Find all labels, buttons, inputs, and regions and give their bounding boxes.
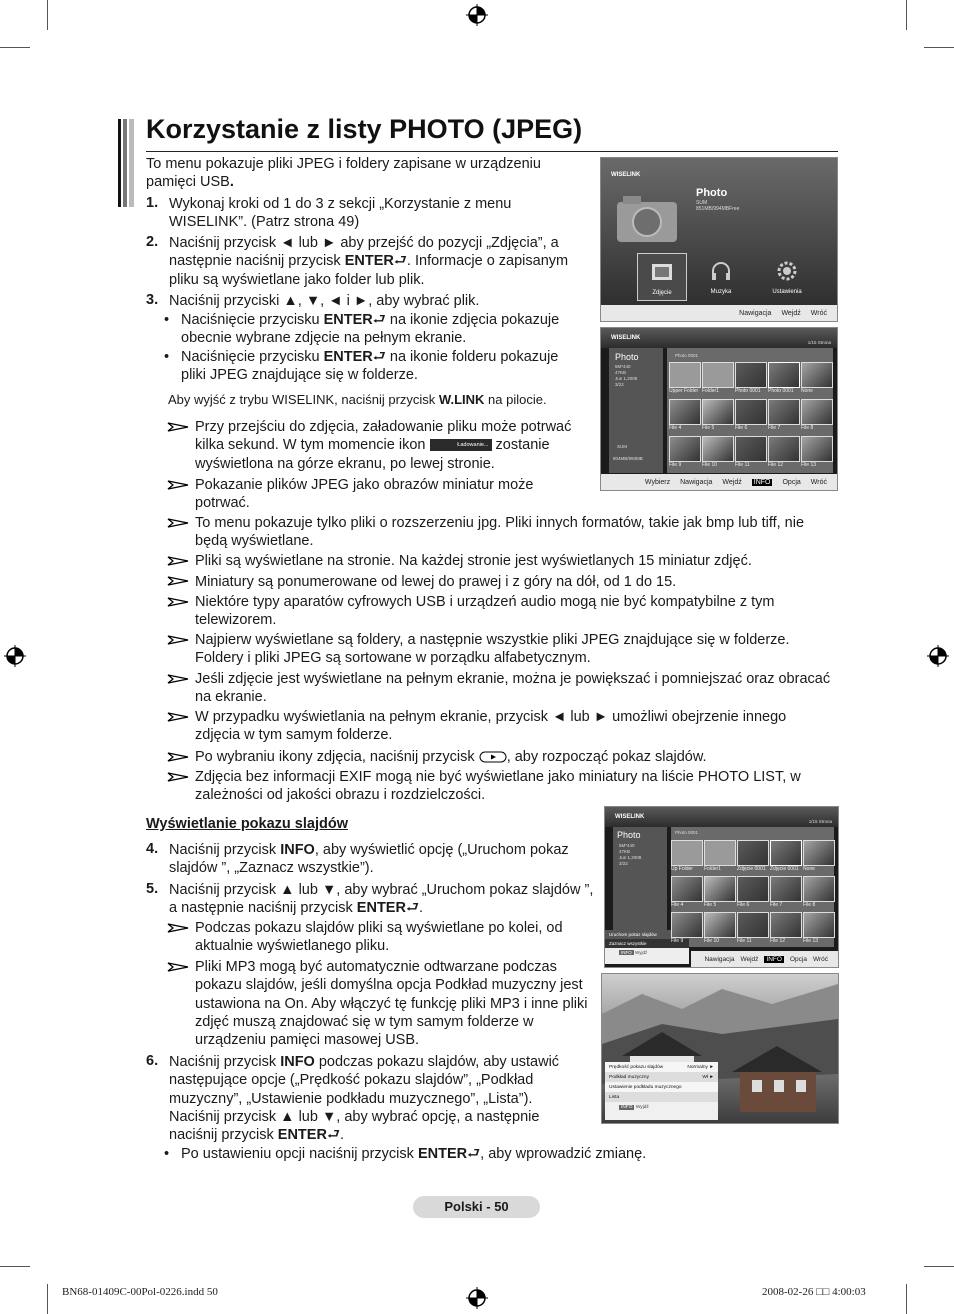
step-1-number: 1.	[146, 195, 159, 211]
crop-mark	[924, 1266, 954, 1267]
registration-mark-icon	[4, 645, 26, 667]
title-bar-decoration	[118, 119, 134, 207]
print-info-right: 2008-02-26 □□ 4:00:03	[762, 1286, 866, 1298]
step-1-text: Wykonaj kroki od 1 do 3 z sekcji „Korzystanie z menu WISELINK”. (Patrz strona 49)	[169, 196, 512, 231]
thumbnail-label: None	[801, 388, 813, 394]
step-6-text: Naciśnij przycisk INFO podczas pokazu slajdów, aby ustawić następujące opcje („Prędkość pokazu slajdów”, „Podkład muzyczny”, „Ustawienie podkładu muzycznego”, „Lista”). Naciśnij przycisk ▲ lub ▼, aby wybrać opcję, a następnie naciśnij przycisk ENTER⮐.	[169, 1054, 560, 1144]
thumbnail-tile[interactable]	[735, 362, 767, 388]
thumbnail-label: Folder1	[702, 388, 719, 394]
option-row[interactable]	[605, 1072, 718, 1082]
bullet: •	[164, 1146, 170, 1162]
thumbnail-tile[interactable]	[801, 362, 833, 388]
page-number-badge: Polski - 50	[413, 1196, 540, 1218]
bullet-3-text: Po ustawieniu opcji naciśnij przycisk ENTER⮐, aby wprowadzić zmianę.	[181, 1146, 647, 1162]
screen1-free: 851MB/994MBFree	[696, 206, 740, 212]
note-13: Pliki MP3 mogą być automatycznie odtwarzane podczas pokazu slajdów, jeśli domyślna opcja Podkład muzyczny jest ustawiona na On. Aby włączyć tę funkcję pliki MP3 i inne pliki zdjęć muszą znajdować się w tym samym folderze w urządzeniu pamięci masowej USB.	[195, 959, 588, 1049]
enter-icon: ⮐	[467, 1146, 481, 1162]
registration-mark-icon	[466, 4, 488, 26]
enter-icon: ⮐	[372, 349, 386, 365]
wiselink-logo: WISELINK	[615, 814, 645, 820]
thumbnail-tile[interactable]	[801, 436, 833, 462]
screen1-sum: SUM	[696, 200, 708, 206]
file-info: 5M*440 47KB Jun 1,2008 3/22	[619, 843, 642, 866]
camera-icon	[613, 188, 683, 248]
thumbnail-tile[interactable]	[702, 362, 734, 388]
thumbnail-tile[interactable]	[669, 436, 701, 462]
thumbnail-label: File 12	[770, 938, 786, 944]
thumbnail-tile[interactable]	[768, 436, 800, 462]
screen3-footer: Nawigacja Wejdź INFO Opcja Wróć	[691, 951, 838, 967]
menu-item-music[interactable]: Muzyka	[697, 253, 745, 299]
section-heading-slideshow: Wyświetlanie pokazu slajdów	[146, 816, 348, 832]
thumbnail-label: File 11	[737, 938, 752, 944]
thumbnail-label: None	[803, 866, 815, 872]
option-label: Ustawienie podkładu muzycznego	[609, 1084, 682, 1090]
menu-item-photo[interactable]: Zdjęcie	[637, 253, 687, 301]
thumbnail-label: Photo 0001	[735, 388, 761, 394]
thumbnail-label: File 6	[737, 902, 750, 908]
thumbnail-label: File 11	[735, 462, 750, 468]
note-5: Miniatury są ponumerowane od lewej do prawej i z góry na dół, od 1 do 15.	[195, 574, 677, 590]
thumbnail-label: File 4	[669, 425, 682, 431]
note-6: Niektóre typy aparatów cyfrowych USB i urządzeń audio mogą nie być kompatybilne z tym telewizorem.	[195, 594, 775, 629]
thumbnail-label: File 7	[768, 425, 781, 431]
thumbnail-tile[interactable]	[768, 399, 800, 425]
thumbnail-tile[interactable]	[801, 399, 833, 425]
headphones-icon	[709, 259, 733, 283]
thumbnail-label: Zdjęcie 0001	[737, 866, 766, 872]
thumbnail-label: File 7	[770, 902, 783, 908]
thumbnail-tile[interactable]	[702, 399, 734, 425]
note-arrow-icon	[167, 421, 189, 433]
option-label: Lista	[609, 1094, 620, 1100]
note-2: Pokazanie plików JPEG jako obrazów miniatur może potrwać.	[195, 477, 534, 512]
note-3: To menu pokazuje tylko pliki o rozszerzeniu jpg. Pliki innych formatów, takie jak bmp lub tiff, nie będą wyświetlane.	[195, 515, 805, 550]
enter-icon: ⮐	[326, 1127, 340, 1144]
thumbnail-label: File 9	[671, 938, 684, 944]
step-6-number: 6.	[146, 1053, 159, 1069]
crop-mark	[0, 1266, 30, 1267]
note-9: W przypadku wyświetlania na pełnym ekranie, przycisk ◄ lub ► umożliwi obejrzenie innego zdjęcia w tym samym folderze.	[195, 709, 787, 744]
thumbnail-tile[interactable]	[669, 399, 701, 425]
gear-icon	[775, 259, 799, 283]
wiselink-logo: WISELINK	[611, 335, 641, 341]
option-row[interactable]	[605, 1082, 718, 1092]
intro-text: To menu pokazuje pliki JPEG i foldery zapisane w urządzeniu pamięci USB.	[146, 156, 541, 191]
screen1-title: Photo	[696, 187, 728, 199]
note-7: Najpierw wyświetlane są foldery, a następnie wszystkie pliki JPEG znajdujące się w folderze. Foldery i pliki JPEG są sortowane w porządku alfabetycznym.	[195, 632, 790, 667]
step-3-text: Naciśnij przyciski ▲, ▼, ◄ i ►, aby wybrać plik.	[169, 293, 480, 309]
thumbnail-tile[interactable]	[803, 912, 835, 938]
option-row[interactable]	[605, 1092, 718, 1102]
thumbnail-label: File 10	[704, 938, 720, 944]
exit-instruction: Aby wyjść z trybu WISELINK, naciśnij przycisk W.LINK na pilocie.	[168, 392, 547, 407]
play-button-icon	[479, 751, 507, 763]
slideshow-options-menu: Prędkość pokazu slajdów Normalny ► Podkład muzyczny Wł ► Ustawienie podkładu muzycznego Lista INFO Wyjdź	[605, 1062, 718, 1120]
thumbnail-tile[interactable]	[735, 399, 767, 425]
note-10: Po wybraniu ikony zdjęcia, naciśnij przycisk , aby rozpocząć pokaz slajdów.	[195, 749, 707, 765]
print-info-left: BN68-01409C-00Pol-0226.indd 50	[62, 1286, 218, 1298]
thumbnail-tile[interactable]	[770, 876, 802, 902]
crop-mark	[906, 0, 907, 30]
note-1: Przy przejściu do zdjęcia, załadowanie pliku może potrwać kilka sekund. W tym momencie ikon Ładowanie... zostanie wyświetlona na górze ekranu, po lewej stronie.	[195, 419, 572, 472]
note-8: Jeśli zdjęcie jest wyświetlane na pełnym ekranie, można je powiększać i pomniejszać oraz obracać na ekranie.	[195, 671, 831, 706]
bullet: •	[164, 349, 170, 365]
loading-indicator: Ładowanie...	[430, 439, 492, 451]
photo-icon	[650, 260, 674, 284]
bullet: •	[164, 312, 170, 328]
step-5-number: 5.	[146, 881, 159, 897]
screen2-footer: Wybierz Nawigacja Wejdź INFO Opcja Wróć	[601, 474, 837, 490]
thumbnail-label: File 5	[702, 425, 715, 431]
thumbnail-label: File 9	[669, 462, 682, 468]
step-5-text: Naciśnij przycisk ▲ lub ▼, aby wybrać „Uruchom pokaz slajdów ”, a następnie naciśnij przycisk ENTER⮐.	[169, 882, 594, 917]
menu-start-slideshow[interactable]: Uruchom pokaz slajdów	[605, 930, 689, 939]
option-label: Podkład muzyczny	[609, 1074, 649, 1080]
note-12: Podczas pokazu slajdów pliki są wyświetlane po kolei, od aktualnie wyświetlanego pliku.	[195, 920, 563, 955]
screen2-label: Photo	[615, 352, 639, 362]
option-value: Wł ►	[702, 1074, 714, 1080]
thumbnail-label: File 8	[803, 902, 816, 908]
note-arrow-icon	[167, 479, 189, 491]
current-folder: Photo 0001	[675, 830, 699, 835]
step-2-number: 2.	[146, 234, 159, 250]
step-4-number: 4.	[146, 841, 159, 857]
title-rule	[146, 151, 838, 152]
thumbnail-tile[interactable]	[737, 840, 769, 866]
page-indicator: 1/15 Strona	[807, 340, 831, 345]
note-arrow-icon	[167, 751, 189, 763]
thumbnail-label: File 5	[704, 902, 717, 908]
step-2-text: Naciśnij przycisk ◄ lub ► aby przejść do pozycji „Zdjęcia”, a następnie naciśnij przycisk ENTER⮐. Informacje o zapisanym pliku są wyświetlane jako folder lub plik.	[169, 235, 569, 288]
note-arrow-icon	[167, 596, 189, 608]
note-arrow-icon	[167, 771, 189, 783]
thumbnail-tile[interactable]	[770, 912, 802, 938]
option-label: Prędkość pokazu slajdów	[609, 1064, 664, 1070]
thumbnail-label: Upper Folder	[669, 388, 699, 394]
thumbnail-label: File 10	[702, 462, 718, 468]
note-arrow-icon	[167, 634, 189, 646]
thumbnail-tile[interactable]	[768, 362, 800, 388]
screenshot-slideshow-options	[601, 973, 839, 1124]
crop-mark	[47, 1284, 48, 1314]
thumbnail-label: Folder1	[704, 866, 721, 872]
screenshot-slideshow-menu	[604, 806, 839, 968]
thumbnail-tile[interactable]	[803, 840, 835, 866]
thumbnail-tile[interactable]	[671, 876, 703, 902]
thumbnail-label: Zdjęcie 0001	[770, 866, 799, 872]
thumbnail-tile[interactable]	[737, 876, 769, 902]
step-4-text: Naciśnij przycisk INFO, aby wyświetlić opcję („Uruchom pokaz slajdów ”, „Zaznacz wszystkie”).	[169, 842, 569, 877]
option-value: Normalny ►	[687, 1064, 714, 1070]
storage-free: 804MB/993MB	[613, 456, 643, 461]
crop-mark	[0, 47, 30, 48]
menu-select-all[interactable]: Zaznacz wszystkie	[605, 939, 689, 948]
note-arrow-icon	[167, 517, 189, 529]
page-title: Korzystanie z listy PHOTO (JPEG)	[146, 114, 583, 144]
note-arrow-icon	[167, 575, 189, 587]
thumbnail-label: Photo 0001	[768, 388, 794, 394]
current-folder: Photo 0001	[675, 353, 699, 358]
step-3-number: 3.	[146, 292, 159, 308]
registration-mark-icon	[927, 645, 949, 667]
thumbnail-tile[interactable]	[735, 436, 767, 462]
thumbnail-label: File 13	[801, 462, 817, 468]
thumbnail-tile[interactable]	[671, 840, 703, 866]
thumbnail-tile[interactable]	[671, 912, 703, 938]
enter-icon: ⮐	[372, 312, 386, 328]
bullet-1-text: Naciśnięcie przycisku ENTER⮐ na ikonie zdjęcia pokazuje obecnie wybrane zdjęcie na pełnym ekranie.	[181, 312, 560, 347]
thumbnail-tile[interactable]	[704, 876, 736, 902]
thumbnail-tile[interactable]	[669, 362, 701, 388]
bullet-2-text: Naciśnięcie przycisku ENTER⮐ na ikonie folderu pokazuje pliki JPEG znajdujące się w folderze.	[181, 349, 559, 384]
registration-mark-icon	[466, 1287, 488, 1309]
crop-mark	[47, 0, 48, 30]
note-arrow-icon	[167, 961, 189, 973]
wiselink-logo: WISELINK	[611, 172, 641, 178]
enter-icon: ⮐	[393, 253, 407, 270]
note-4: Pliki są wyświetlane na stronie. Na każdej stronie jest wyświetlanych 15 miniatur zdjęć.	[195, 553, 752, 569]
enter-icon: ⮐	[405, 900, 420, 917]
thumbnail-label: File 13	[803, 938, 819, 944]
note-11: Zdjęcia bez informacji EXIF mogą nie być wyświetlane jako miniatury na liście PHOTO LIST, w zależności od jakości obrazu i rozdzielczości.	[195, 769, 801, 804]
screen3-label: Photo	[617, 830, 641, 840]
crop-mark	[906, 1284, 907, 1314]
thumbnail-label: File 4	[671, 902, 684, 908]
note-arrow-icon	[167, 711, 189, 723]
screen1-footer: Nawigacja Wejdź Wróć	[601, 305, 837, 321]
thumbnail-tile[interactable]	[770, 840, 802, 866]
screenshot-wiselink-menu	[600, 157, 838, 322]
note-arrow-icon	[167, 922, 189, 934]
thumbnail-tile[interactable]	[704, 912, 736, 938]
screenshot-photo-list	[600, 327, 838, 491]
thumbnail-label: File 12	[768, 462, 784, 468]
thumbnail-tile[interactable]	[737, 912, 769, 938]
thumbnail-label: File 8	[801, 425, 814, 431]
thumbnail-tile[interactable]	[803, 876, 835, 902]
thumbnail-label: Up Folder	[671, 866, 693, 872]
note-arrow-icon	[167, 673, 189, 685]
menu-item-settings[interactable]: Ustawienia	[763, 253, 811, 299]
note-arrow-icon	[167, 555, 189, 567]
page-indicator: 1/15 Strona	[808, 819, 832, 824]
storage-sum: SUM	[617, 444, 627, 449]
thumbnail-tile[interactable]	[704, 840, 736, 866]
info-popup-menu: Uruchom pokaz slajdów Zaznacz wszystkie INFO Wyjdź	[605, 930, 689, 964]
option-row[interactable]	[605, 1062, 718, 1072]
crop-mark	[924, 47, 954, 48]
thumbnail-label: File 6	[735, 425, 748, 431]
file-info: 5M*440 47KB Jun 1,2008 3/22	[615, 364, 638, 387]
thumbnail-tile[interactable]	[702, 436, 734, 462]
